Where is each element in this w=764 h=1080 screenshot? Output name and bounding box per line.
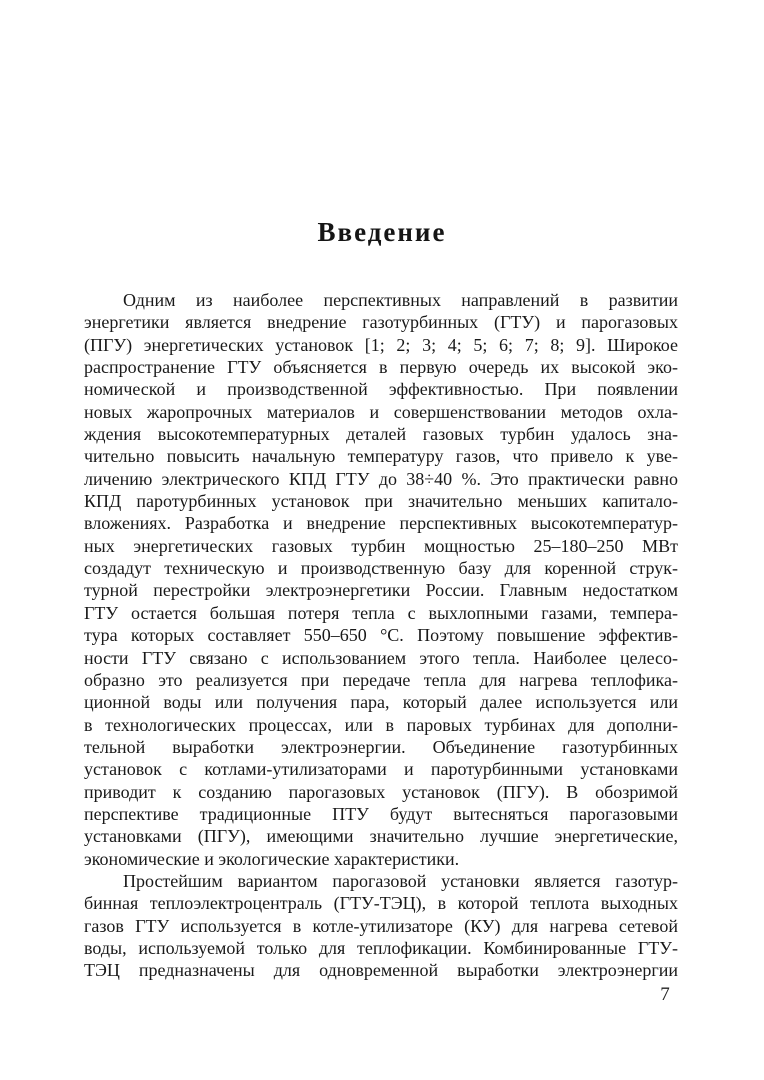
text-line: личению электрического КПД ГТУ до 38÷40 %. Это практически равно: [84, 468, 678, 489]
text-line: установок с котлами-утилизаторами и паротурбинными установками: [84, 759, 678, 780]
text-line: приводит к созданию парогазовых установок (ПГУ). В обозримой: [84, 781, 678, 802]
text-line: (ПГУ) энергетических установок [1; 2; 3; 4; 5; 6; 7; 8; 9]. Широкое: [84, 334, 678, 355]
text-line: установками (ПГУ), имеющими значительно лучшие энергетические,: [84, 826, 678, 847]
text-line: в технологических процессах, или в паровых турбинах для дополни-: [84, 714, 678, 735]
text-line: Одним из наиболее перспективных направлений в развитии: [123, 290, 678, 310]
text-line: распространение ГТУ объясняется в первую очередь их высокой эко-: [84, 357, 678, 378]
text-line: ГТУ остается большая потеря тепла с выхлопными газами, темпера-: [84, 602, 678, 623]
text-line: Простейшим вариантом парогазовой установки является газотур-: [123, 870, 678, 891]
text-line: КПД паротурбинных установок при значительно меньших капитало-: [84, 491, 678, 512]
page-number: 7: [660, 984, 670, 1005]
text-line: экономические и экологические характеристики.: [84, 848, 460, 869]
paragraph: [84, 289, 678, 870]
text-line: ТЭЦ предназначены для одновременной выработки электроэнергии: [84, 960, 678, 981]
chapter-title: Введение: [317, 217, 447, 247]
text-line: образно это реализуется при передаче тепла для нагрева теплофика-: [84, 669, 678, 690]
text-line: тура которых составляет 550–650 °С. Поэтому повышение эффектив-: [84, 625, 678, 646]
text-line: ных энергетических газовых турбин мощностью 25–180–250 МВт: [84, 535, 678, 556]
text-line: энергетики является внедрение газотурбинных (ГТУ) и парогазовых: [84, 312, 678, 333]
body-text: [84, 289, 678, 982]
text-line: вложениях. Разработка и внедрение перспективных высокотемператур-: [84, 513, 678, 534]
text-line: тельной выработки электроэнергии. Объединение газотурбинных: [84, 736, 678, 757]
text-line: ности ГТУ связано с использованием этого тепла. Наиболее целесо-: [84, 647, 678, 668]
text-line: чительно повысить начальную температуру газов, что привело к уве-: [84, 446, 678, 467]
text-line: ционной воды или получения пара, который далее используется или: [84, 692, 678, 713]
text-line: создадут техническую и производственную базу для коренной струк-: [84, 558, 678, 579]
text-line: номической и производственной эффективностью. При появлении: [84, 379, 678, 400]
text-line: турной перестройки электроэнергетики России. Главным недостатком: [84, 580, 678, 601]
paragraph: [84, 870, 678, 982]
text-line: бинная теплоэлектроцентраль (ГТУ-ТЭЦ), в которой теплота выходных: [84, 893, 678, 914]
text-line: новых жаропрочных материалов и совершенствовании методов охла-: [84, 401, 678, 422]
text-line: воды, используемой только для теплофикации. Комбинированные ГТУ-: [84, 937, 678, 958]
text-line: перспективе традиционные ПТУ будут вытесняться парогазовыми: [84, 803, 678, 824]
text-line: ждения высокотемпературных деталей газовых турбин удалось зна-: [84, 424, 678, 445]
text-line: газов ГТУ используется в котле-утилизаторе (КУ) для нагрева сетевой: [84, 915, 678, 936]
